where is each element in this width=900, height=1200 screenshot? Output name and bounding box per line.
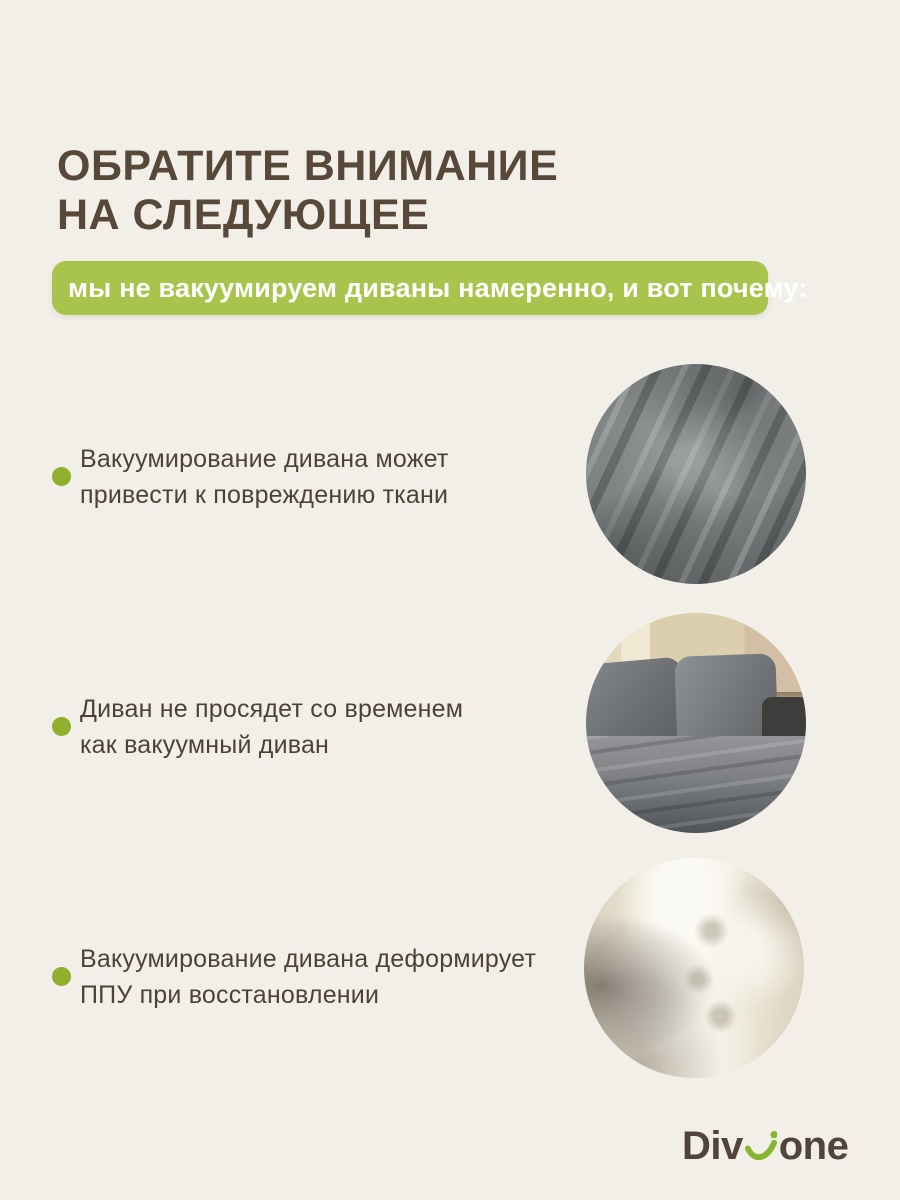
bullet-text-line: привести к повреждению ткани — [80, 481, 449, 509]
bullet-dot-icon — [52, 717, 71, 736]
bullet-text-line: Вакуумирование дивана деформирует — [80, 945, 537, 973]
page-title — [57, 142, 558, 240]
photo-grey-sofa-in-room — [586, 613, 806, 833]
highlight-banner-text: мы не вакуумируем диваны намеренно, и вот почему: — [68, 272, 808, 303]
smile-icon — [745, 1129, 777, 1165]
bullet-dot-icon — [52, 967, 71, 986]
brand-logo — [682, 1120, 848, 1166]
photo-deformed-foam-ppu — [584, 858, 804, 1078]
bullet-text-line: как вакуумный диван — [80, 731, 330, 759]
bullet-dot-icon — [52, 467, 71, 486]
highlight-banner — [52, 261, 808, 315]
bullet-text — [80, 941, 560, 1013]
brand-logo-suffix: one — [778, 1124, 849, 1168]
sofa-photo-seat — [586, 736, 806, 833]
brand-logo-prefix: Div — [682, 1124, 743, 1168]
bullet-text — [80, 441, 560, 513]
bullet-text — [80, 691, 560, 763]
bullet-text-line: Вакуумирование дивана может — [80, 445, 449, 473]
bullet-item-fabric-damage — [50, 441, 560, 513]
photo-wrinkled-velvet-fabric — [586, 364, 806, 584]
page-title-line2: НА СЛЕДУЮЩЕЕ — [57, 191, 430, 239]
bullet-item-foam-deformation — [50, 941, 560, 1013]
bullet-text-line: Диван не просядет со временем — [80, 695, 464, 723]
bullet-text-line: ППУ при восстановлении — [80, 981, 380, 1009]
bullet-item-no-sagging — [50, 691, 560, 763]
page-title-line1: ОБРАТИТЕ ВНИМАНИЕ — [57, 142, 559, 190]
